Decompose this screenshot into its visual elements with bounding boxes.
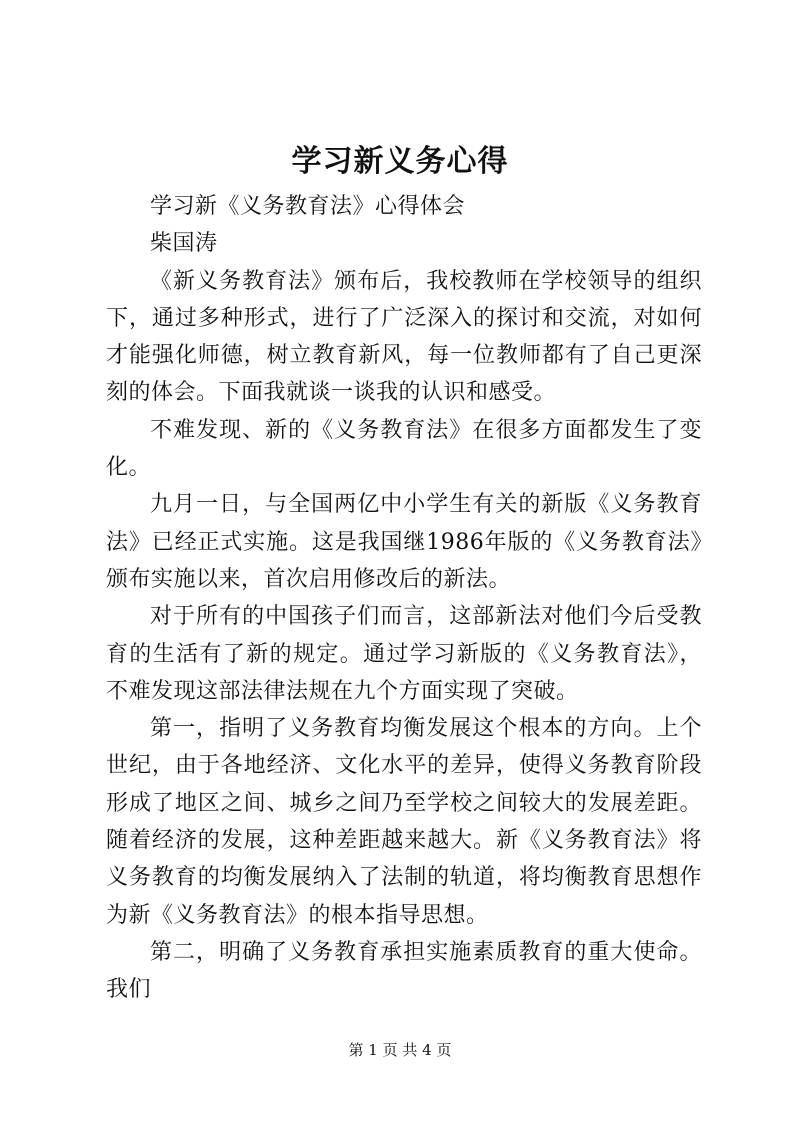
body-paragraph: 对于所有的中国孩子们而言，这部新法对他们今后受教育的生活有了新的规定。通过学习新版的《义务教育法》，不难发现这部法律法规在九个方面实现了突破。 (106, 604, 702, 704)
body-paragraph: 九月一日，与全国两亿中小学生有关的新版《义务教育法》已经正式实施。这是我国继1986年版的《义务教育法》颁布实施以来，首次启用修改后的新法。 (106, 492, 702, 592)
body-paragraph: 第二，明确了义务教育承担实施素质教育的重大使命。我们 (106, 939, 702, 1003)
document-body (106, 188, 702, 1009)
document-title: 学习新义务心得 (291, 144, 509, 179)
subtitle-paragraph: 学习新《义务教育法》心得体会 (150, 194, 466, 219)
body-paragraph: 《新义务教育法》颁布后，我校教师在学校领导的组织下，通过多种形式，进行了广泛深入的探讨和交流，对如何才能强化师德，树立教育新风，每一位教师都有了自己更深刻的体会。下面我就谈一谈我的认识和感受。 (106, 268, 702, 406)
page-footer: 第 1 页 共 4 页 (348, 1041, 452, 1059)
author-paragraph: 柴国涛 (150, 231, 218, 257)
body-paragraph: 第一，指明了义务教育均衡发展这个根本的方向。上个世纪，由于各地经济、文化水平的差异，使得义务教育阶段形成了地区之间、城乡之间乃至学校之间较大的发展差距。随着经济的发展，这种差距越来越大。新《义务教育法》将义务教育的均衡发展纳入了法制的轨道，将均衡教育思想作为新《义务教育法》的根本指导思想。 (106, 716, 702, 928)
body-paragraph: 不难发现、新的《义务教育法》在很多方面都发生了变化。 (106, 417, 702, 481)
